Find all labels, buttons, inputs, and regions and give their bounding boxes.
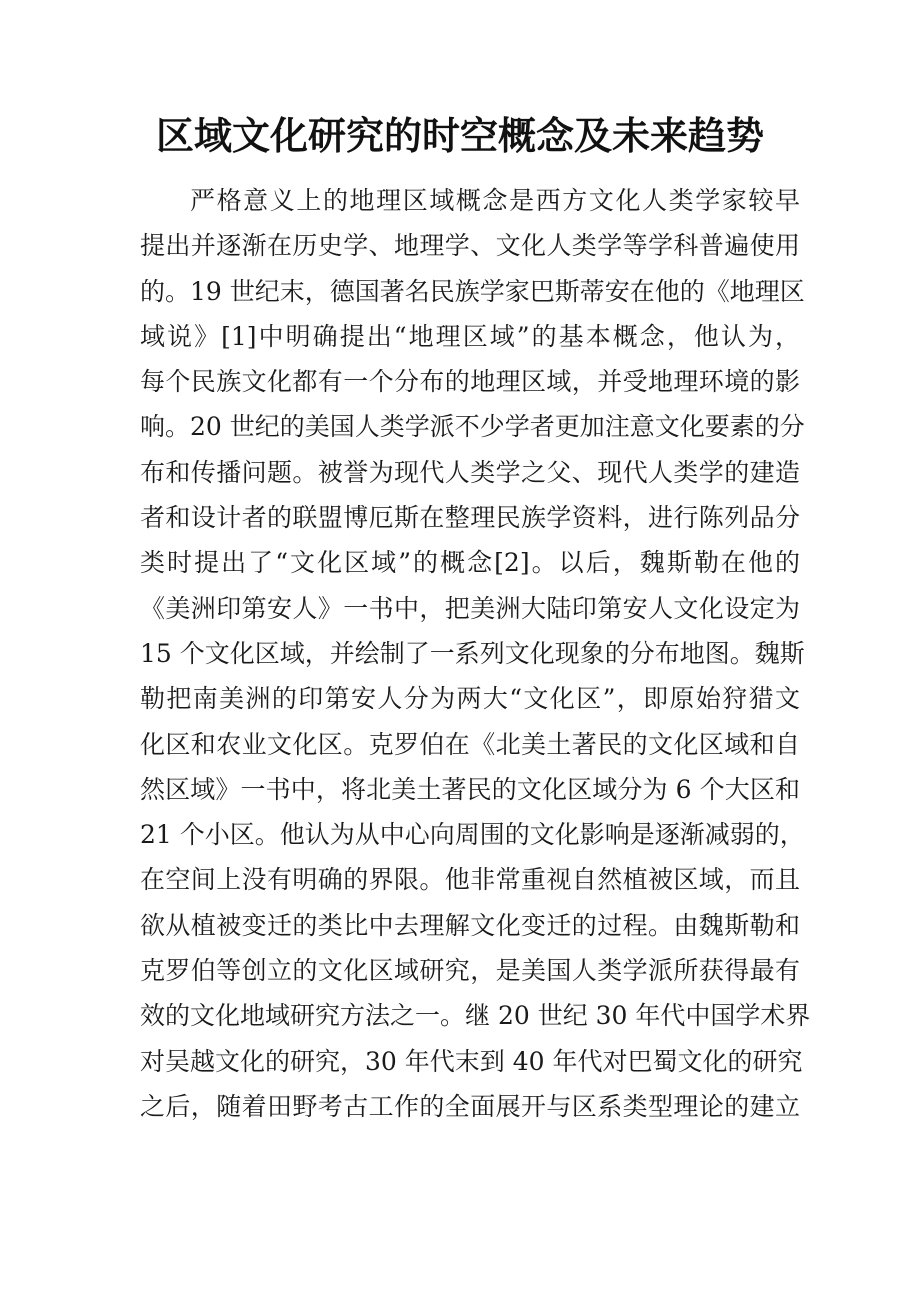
- document-title: 区域文化研究的时空概念及未来趋势: [155, 113, 764, 158]
- paragraph-line: 提出并逐渐在历史学、地理学、文化人类学等学科普遍使用: [140, 231, 800, 261]
- paragraph-line: 者和设计者的联盟博厄斯在整理民族学资料，进行陈列品分: [140, 503, 800, 533]
- paragraph-line: 布和传播问题。被誉为现代人类学之父、现代人类学的建造: [140, 457, 800, 487]
- paragraph-line: 之后，随着田野考古工作的全面展开与区系类型理论的建立: [140, 1091, 800, 1121]
- paragraph-line: 的。19 世纪末，德国著名民族学家巴斯蒂安在他的《地理区: [140, 276, 805, 306]
- paragraph-line: 每个民族文化都有一个分布的地理区域，并受地理环境的影: [140, 367, 800, 397]
- paragraph-line: 21 个小区。他认为从中心向周围的文化影响是逐渐减弱的，: [140, 820, 805, 850]
- paragraph-line: 响。20 世纪的美国人类学派不少学者更加注意文化要素的分: [140, 412, 805, 442]
- paragraph-line: 严格意义上的地理区域概念是西方文化人类学家较早: [190, 186, 800, 215]
- paragraph-line: 勒把南美洲的印第安人分为两大“文化区”，即原始狩猎文: [140, 684, 800, 714]
- paragraph-line: 类时提出了“文化区域”的概念[2]。以后，魏斯勒在他的: [140, 548, 800, 578]
- paragraph-line: 欲从植被变迁的类比中去理解文化变迁的过程。由魏斯勒和: [140, 910, 800, 940]
- paragraph-line: 域说》[1]中明确提出“地理区域”的基本概念，他认为，: [140, 321, 800, 351]
- paragraph-line: 15 个文化区域，并绘制了一系列文化现象的分布地图。魏斯: [140, 638, 805, 668]
- body-paragraph: [140, 178, 811, 1129]
- paragraph-line: 效的文化地域研究方法之一。继 20 世纪 30 年代中国学术界: [140, 1001, 811, 1031]
- paragraph-line: 对吴越文化的研究，30 年代末到 40 年代对巴蜀文化的研究: [140, 1046, 803, 1076]
- paragraph-line: 在空间上没有明确的界限。他非常重视自然植被区域，而且: [140, 865, 800, 895]
- paragraph-line: 化区和农业文化区。克罗伯在《北美土著民的文化区域和自: [140, 729, 800, 759]
- paragraph-line: 然区域》一书中，将北美土著民的文化区域分为 6 个大区和: [140, 774, 800, 804]
- paragraph-line: 克罗伯等创立的文化区域研究，是美国人类学派所获得最有: [140, 956, 800, 986]
- paragraph-line: 《美洲印第安人》一书中，把美洲大陆印第安人文化设定为: [140, 593, 800, 623]
